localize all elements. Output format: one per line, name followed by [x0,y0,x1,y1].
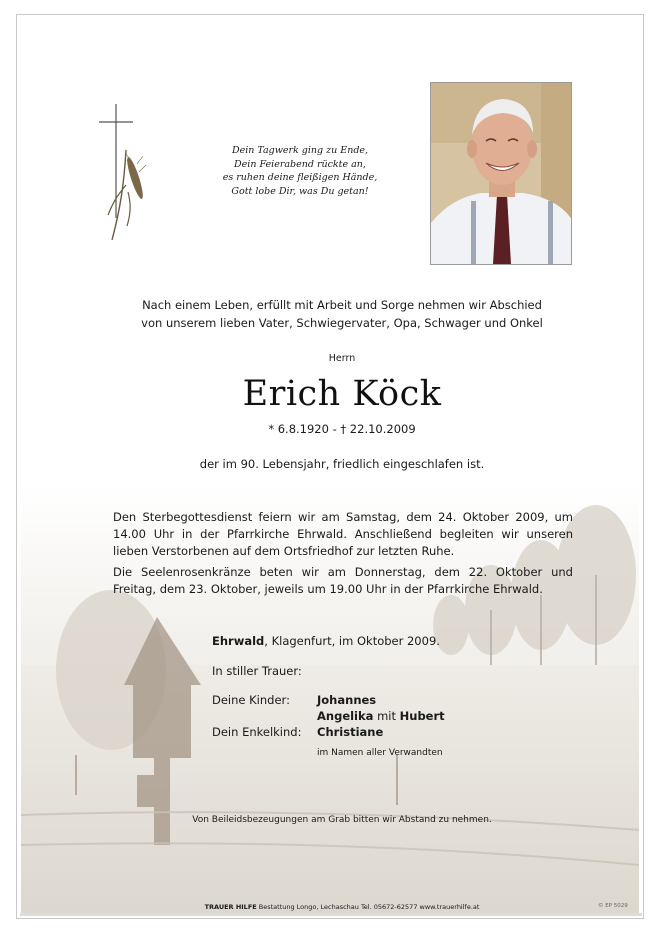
intro-line: von unserem lieben Vater, Schwiegervater, Opa, Schwager und Onkel [141,316,543,330]
footer-imprint [80,903,604,911]
grandchild-label: Dein Enkelkind: [212,725,302,739]
child-name: Johannes [317,693,377,707]
footer-contact: Bestattung Longo, Lechaschau Tel. 05672-62577 www.trauerhilfe.at [256,903,480,911]
condolence-request: Von Beileidsbezeugungen am Grab bitten wir Abstand zu nehmen. [192,815,492,825]
grandchild-name: Christiane [317,725,384,739]
portrait-photo [430,82,572,265]
with-word: mit [373,709,400,723]
print-code: © EP 5029 [598,903,628,909]
verse [215,144,385,198]
child-name-text: Angelika [317,709,374,723]
cross-with-wheat-icon [96,100,152,245]
verse-line: Dein Feierabend rückte an, [234,158,366,170]
deceased-name: Erich Köck [242,374,442,414]
place-date-rest: , Klagenfurt, im Oktober 2009. [264,634,440,648]
footer-brand: TRAUER HILFE [204,903,257,911]
place-name: Ehrwald [212,634,265,648]
verse-line: Dein Tagwerk ging zu Ende, [231,145,369,156]
spouse-name: Hubert [399,709,445,723]
funeral-service-paragraph: Den Sterbegottesdienst feiern wir am Samstag, dem 24. Oktober 2009, um 14.00 Uhr in der Pfarrkirche Ehrwald. Anschließend begleiten wir unseren lieben Verstorbenen auf dem Ortsfriedhof zur letzten Ruhe. [113,510,573,558]
rosary-paragraph: Die Seelenrosenkränze beten wir am Donnerstag, dem 22. Oktober und Freitag, dem 23. Oktober, jeweils um 19.00 Uhr in der Pfarrkirche Ehrwald. [113,565,573,596]
child-name [317,709,445,723]
intro-text [80,296,604,332]
verse-line: es ruhen deine fleißigen Hände, [222,172,378,183]
place-date-line [212,634,440,648]
children-label: Deine Kinder: [212,693,290,707]
relatives-line: im Namen aller Verwandten [317,748,443,758]
salutation: Herrn [328,353,356,364]
bottom-border [20,913,642,916]
verse-line: Gott lobe Dir, was Du getan! [231,185,369,197]
intro-line: Nach einem Leben, erfüllt mit Arbeit und Sorge nehmen wir Abschied [142,298,542,312]
age-line: der im 90. Lebensjahr, friedlich eingeschlafen ist. [199,457,485,471]
life-dates: * 6.8.1920 - † 22.10.2009 [268,422,416,436]
mourning-line: In stiller Trauer: [212,664,302,678]
